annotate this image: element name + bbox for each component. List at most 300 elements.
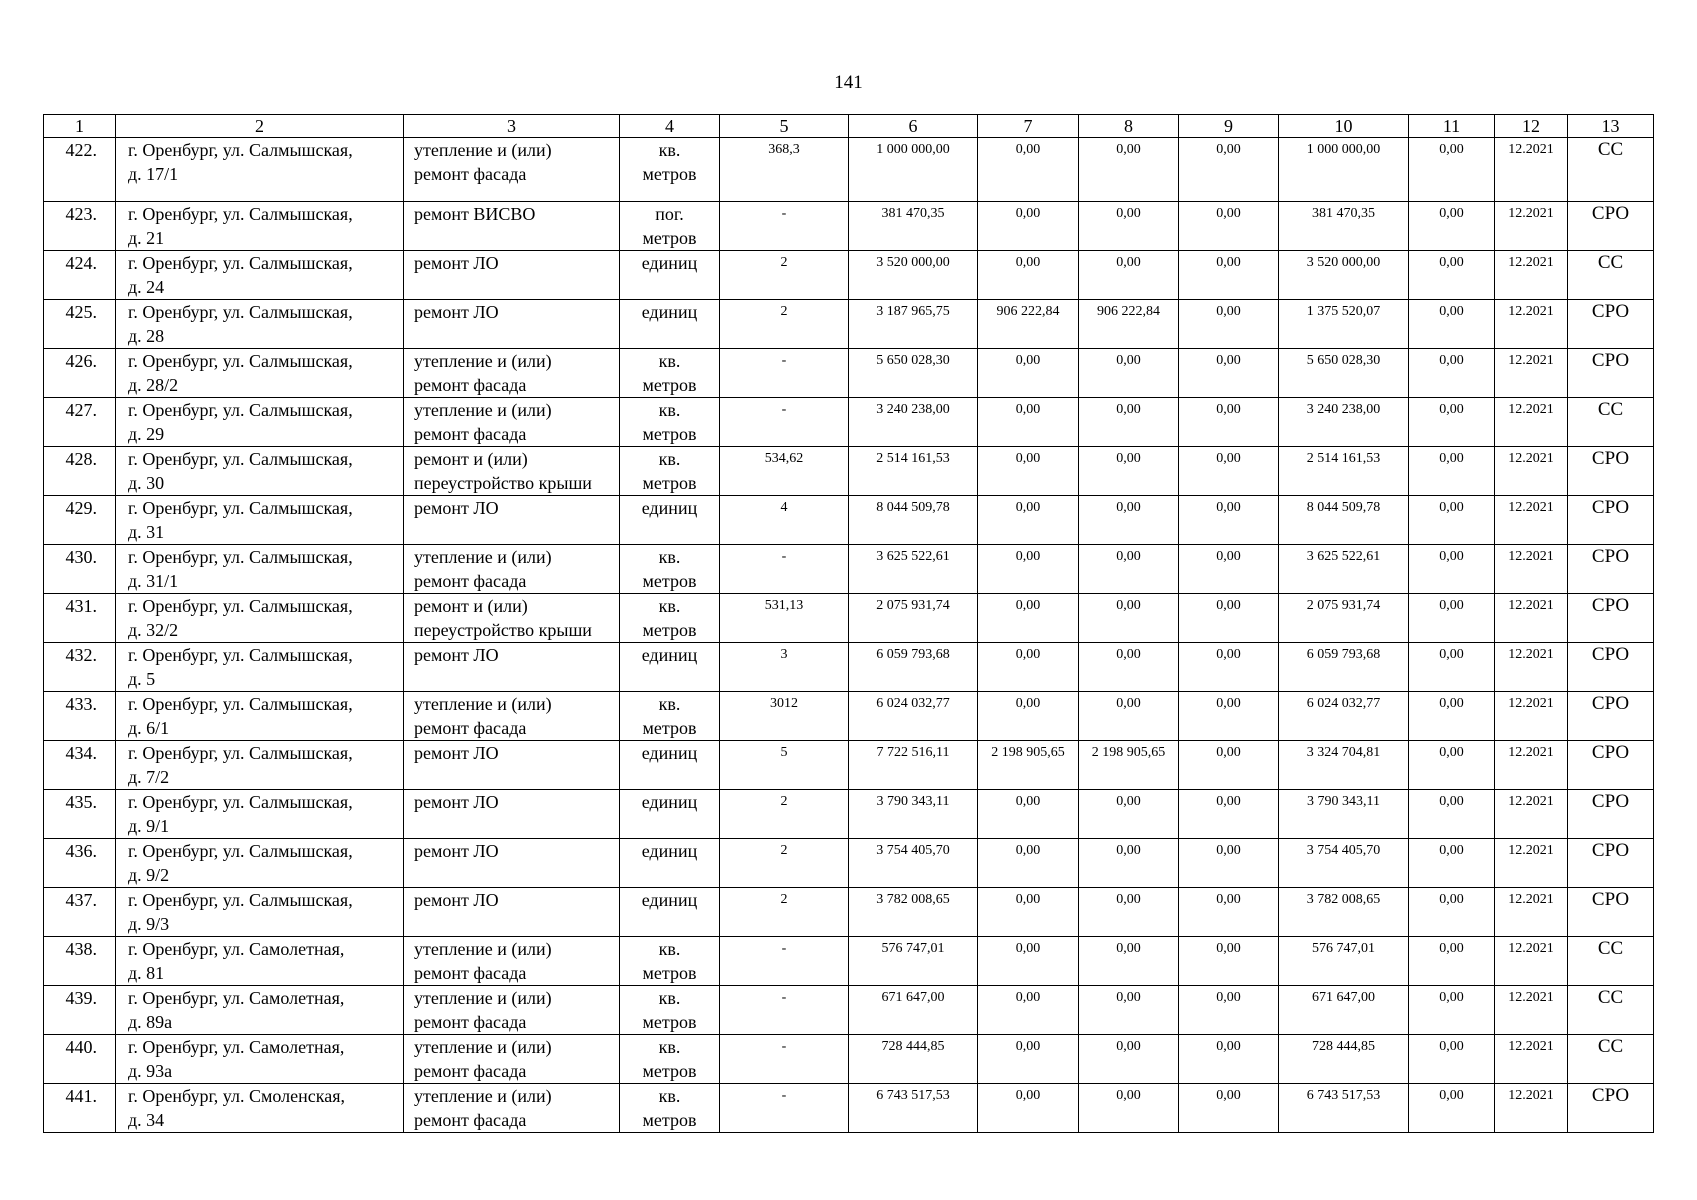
column-11-cell [1409,1084,1495,1133]
column-11-cell [1409,398,1495,447]
column-9-cell-text: 0,00 [1216,304,1241,319]
column-11-cell-text: 0,00 [1439,549,1464,564]
work-type-cell-text: ремонт ЛО [414,498,499,518]
column-9-cell [1179,1035,1279,1084]
column-9-cell-text: 0,00 [1216,745,1241,760]
column-7-cell [978,251,1079,300]
column-10-cell [1279,496,1409,545]
column-8-cell-text: 0,00 [1116,892,1141,907]
column-7-cell-text: 0,00 [1015,142,1041,157]
column-10-cell-text: 3 782 008,65 [1306,892,1381,907]
total-cost-cell-text: 7 722 516,11 [876,745,950,760]
column-10-cell-text: 3 520 000,00 [1306,255,1381,270]
column-8-cell [1079,300,1179,349]
address-cell-text: д. 17/1 [128,164,179,184]
unit-cell-text: кв. [658,988,681,1008]
column-10-cell [1279,594,1409,643]
quantity-cell [720,839,849,888]
date-cell-text: 12.2021 [1508,843,1554,858]
column-11-cell-text: 0,00 [1439,598,1464,613]
row-number-cell-text: 431. [65,596,97,616]
row-number-cell [44,202,116,251]
column-7-cell [978,1084,1079,1133]
unit-cell-text: метров [642,424,697,444]
unit-cell-text: кв. [658,351,681,371]
unit-cell-text: кв. [658,547,681,567]
date-cell-text: 12.2021 [1508,255,1554,270]
date-cell [1495,643,1568,692]
quantity-cell-text: - [781,990,787,1005]
column-7-cell [978,545,1079,594]
unit-cell-text: кв. [658,449,681,469]
row-number-cell-text: 423. [65,204,97,224]
table-row [44,1084,1654,1133]
quantity-cell-text: 5 [780,745,788,760]
row-number-cell-text: 429. [65,498,97,518]
unit-cell [620,138,720,202]
column-9-cell-text: 0,00 [1216,1039,1241,1054]
unit-cell-text: кв. [658,400,681,420]
quantity-cell-text: - [781,206,787,221]
column-11-cell [1409,447,1495,496]
column-11-cell-text: 0,00 [1439,255,1464,270]
column-8-cell-text: 0,00 [1116,696,1141,711]
address-cell-text: д. 21 [128,228,165,248]
column-header-5: 5 [720,115,849,138]
column-9-cell [1179,594,1279,643]
column-9-cell-text: 0,00 [1216,206,1241,221]
work-type-cell [404,202,620,251]
work-type-cell [404,300,620,349]
work-type-cell [404,888,620,937]
table-row [44,937,1654,986]
column-7-cell-text: 0,00 [1015,1088,1041,1103]
total-cost-cell [849,643,978,692]
row-number-cell [44,1084,116,1133]
table-row [44,986,1654,1035]
total-cost-cell-text: 3 625 522,61 [876,549,950,564]
address-cell-text: д. 31/1 [128,571,179,591]
date-cell [1495,1035,1568,1084]
work-type-cell-text: ремонт фасада [414,164,527,184]
method-code-cell-text: СС [1597,139,1624,160]
address-cell-text: д. 28 [128,326,165,346]
column-11-cell [1409,300,1495,349]
date-cell-text: 12.2021 [1508,745,1554,760]
unit-cell-text: кв. [658,694,681,714]
quantity-cell-text: 2 [780,255,788,270]
address-cell [116,643,404,692]
quantity-cell [720,692,849,741]
repair-plan-table [43,114,1654,1133]
total-cost-cell-text: 6 024 032,77 [876,696,950,711]
quantity-cell [720,447,849,496]
total-cost-cell-text: 3 782 008,65 [876,892,950,907]
method-code-cell-text: СРО [1591,448,1630,469]
method-code-cell-text: СРО [1591,595,1630,616]
column-10-cell-text: 2 514 161,53 [1306,451,1381,466]
column-10-cell [1279,300,1409,349]
column-8-cell-text: 0,00 [1116,255,1141,270]
quantity-cell-text: 2 [780,794,788,809]
date-cell-text: 12.2021 [1508,402,1554,417]
column-header-11: 11 [1409,115,1495,138]
method-code-cell-text: СРО [1591,644,1630,665]
table-row [44,692,1654,741]
quantity-cell-text: 4 [780,500,788,515]
quantity-cell-text: - [781,549,787,564]
row-number-cell [44,398,116,447]
work-type-cell-text: переустройство крыши [414,473,592,493]
column-9-cell-text: 0,00 [1216,843,1241,858]
date-cell [1495,839,1568,888]
work-type-cell [404,496,620,545]
table-row [44,790,1654,839]
column-9-cell [1179,251,1279,300]
column-9-cell [1179,447,1279,496]
column-10-cell [1279,790,1409,839]
column-10-cell [1279,398,1409,447]
quantity-cell [720,1084,849,1133]
column-7-cell-text: 0,00 [1015,598,1041,613]
date-cell [1495,138,1568,202]
column-header-13: 13 [1568,115,1654,138]
column-9-cell [1179,138,1279,202]
address-cell-text: д. 6/1 [128,718,170,738]
address-cell [116,202,404,251]
address-cell-text: д. 30 [128,473,165,493]
date-cell [1495,202,1568,251]
method-code-cell-text: СС [1597,938,1624,959]
address-cell [116,986,404,1035]
row-number-cell [44,1035,116,1084]
address-cell-text: г. Оренбург, ул. Салмышская, [128,841,353,861]
row-number-cell [44,300,116,349]
total-cost-cell-text: 3 240 238,00 [876,402,950,417]
row-number-cell-text: 434. [65,743,97,763]
address-cell [116,1084,404,1133]
quantity-cell-text: 3 [780,647,788,662]
total-cost-cell [849,937,978,986]
address-cell [116,937,404,986]
address-cell-text: г. Оренбург, ул. Салмышская, [128,204,353,224]
column-7-cell-text: 0,00 [1015,647,1041,662]
column-9-cell-text: 0,00 [1216,794,1241,809]
column-7-cell [978,300,1079,349]
row-number-cell-text: 433. [65,694,97,714]
table-row [44,1035,1654,1084]
unit-cell-text: единиц [641,253,698,273]
column-9-cell [1179,398,1279,447]
method-code-cell [1568,888,1654,937]
column-10-cell [1279,545,1409,594]
address-cell [116,300,404,349]
column-10-cell [1279,349,1409,398]
column-11-cell-text: 0,00 [1439,941,1464,956]
quantity-cell-text: - [781,353,787,368]
column-7-cell [978,349,1079,398]
column-11-cell [1409,741,1495,790]
column-8-cell [1079,496,1179,545]
unit-cell [620,741,720,790]
work-type-cell [404,839,620,888]
date-cell-text: 12.2021 [1508,1039,1554,1054]
date-cell-text: 12.2021 [1508,142,1554,157]
method-code-cell [1568,692,1654,741]
unit-cell-text: единиц [641,302,698,322]
column-9-cell-text: 0,00 [1216,353,1241,368]
total-cost-cell [849,790,978,839]
total-cost-cell [849,300,978,349]
column-11-cell [1409,986,1495,1035]
total-cost-cell [849,888,978,937]
column-9-cell [1179,937,1279,986]
work-type-cell-text: ремонт ЛО [414,841,499,861]
work-type-cell-text: ремонт фасада [414,424,527,444]
column-8-cell [1079,741,1179,790]
column-11-cell [1409,496,1495,545]
quantity-cell [720,937,849,986]
work-type-cell [404,643,620,692]
address-cell-text: д. 24 [128,277,165,297]
table-row [44,839,1654,888]
unit-cell [620,888,720,937]
address-cell [116,1035,404,1084]
column-9-cell-text: 0,00 [1216,451,1241,466]
column-header-4: 4 [620,115,720,138]
date-cell [1495,790,1568,839]
column-8-cell-text: 0,00 [1116,1039,1141,1054]
address-cell-text: д. 7/2 [128,767,170,787]
quantity-cell-text: 534,62 [764,451,804,466]
column-9-cell [1179,300,1279,349]
work-type-cell-text: утепление и (или) [414,1037,552,1057]
column-8-cell-text: 0,00 [1116,451,1141,466]
work-type-cell [404,937,620,986]
column-7-cell-text: 0,00 [1015,696,1041,711]
column-8-cell [1079,790,1179,839]
date-cell-text: 12.2021 [1508,892,1554,907]
table-row [44,545,1654,594]
address-cell-text: д. 5 [128,669,156,689]
column-11-cell-text: 0,00 [1439,206,1464,221]
total-cost-cell [849,839,978,888]
column-11-cell-text: 0,00 [1439,990,1464,1005]
method-code-cell [1568,594,1654,643]
column-8-cell-text: 906 222,84 [1097,304,1160,319]
unit-cell [620,839,720,888]
quantity-cell [720,741,849,790]
column-8-cell-text: 0,00 [1116,1088,1141,1103]
row-number-cell-text: 426. [65,351,97,371]
total-cost-cell [849,594,978,643]
work-type-cell-text: ремонт ЛО [414,792,499,812]
column-9-cell [1179,202,1279,251]
column-10-cell-text: 2 075 931,74 [1306,598,1381,613]
total-cost-cell [849,349,978,398]
column-8-cell-text: 0,00 [1116,647,1141,662]
address-cell-text: д. 9/2 [128,865,170,885]
column-10-cell [1279,202,1409,251]
page-number: 141 [834,72,863,93]
method-code-cell [1568,202,1654,251]
address-cell-text: д. 34 [128,1110,165,1130]
total-cost-cell-text: 2 075 931,74 [876,598,950,613]
column-10-cell [1279,888,1409,937]
quantity-cell [720,888,849,937]
column-10-cell-text: 671 647,00 [1312,990,1375,1005]
address-cell-text: г. Оренбург, ул. Салмышская, [128,140,353,160]
method-code-cell [1568,138,1654,202]
unit-cell-text: единиц [641,792,698,812]
column-7-cell-text: 0,00 [1015,206,1041,221]
column-7-cell-text: 0,00 [1015,255,1041,270]
row-number-cell [44,986,116,1035]
total-cost-cell-text: 5 650 028,30 [876,353,950,368]
column-11-cell [1409,790,1495,839]
method-code-cell-text: СС [1597,987,1624,1008]
work-type-cell-text: ремонт ВИСВО [414,204,536,224]
column-10-cell-text: 3 625 522,61 [1306,549,1381,564]
column-header-9: 9 [1179,115,1279,138]
column-8-cell [1079,643,1179,692]
column-10-cell-text: 1 375 520,07 [1306,304,1381,319]
table-row [44,251,1654,300]
address-cell-text: д. 28/2 [128,375,179,395]
column-9-cell [1179,545,1279,594]
column-10-cell [1279,1084,1409,1133]
column-8-cell [1079,839,1179,888]
address-cell-text: д. 9/1 [128,816,170,836]
work-type-cell [404,692,620,741]
unit-cell [620,447,720,496]
total-cost-cell-text: 2 514 161,53 [876,451,950,466]
column-9-cell-text: 0,00 [1216,402,1241,417]
unit-cell-text: метров [642,620,697,640]
column-7-cell [978,202,1079,251]
row-number-cell-text: 440. [65,1037,97,1057]
total-cost-cell [849,447,978,496]
column-10-cell [1279,986,1409,1035]
address-cell-text: г. Оренбург, ул. Салмышская, [128,694,353,714]
column-10-cell-text: 728 444,85 [1312,1039,1375,1054]
column-7-cell-text: 0,00 [1015,402,1041,417]
row-number-cell-text: 425. [65,302,97,322]
total-cost-cell-text: 6 743 517,53 [876,1088,950,1103]
quantity-cell [720,251,849,300]
quantity-cell-text: - [781,1088,787,1103]
total-cost-cell-text: 728 444,85 [881,1039,945,1054]
address-cell [116,447,404,496]
column-10-cell [1279,643,1409,692]
quantity-cell-text: - [781,1039,787,1054]
total-cost-cell-text: 3 754 405,70 [876,843,950,858]
table-row [44,398,1654,447]
total-cost-cell [849,1084,978,1133]
unit-cell [620,545,720,594]
work-type-cell [404,447,620,496]
column-10-cell-text: 576 747,01 [1312,941,1375,956]
column-9-cell-text: 0,00 [1216,549,1241,564]
total-cost-cell [849,692,978,741]
work-type-cell-text: ремонт ЛО [414,743,499,763]
column-7-cell-text: 906 222,84 [996,304,1060,319]
column-header-7: 7 [978,115,1079,138]
column-11-cell [1409,937,1495,986]
row-number-cell [44,790,116,839]
row-number-cell [44,692,116,741]
unit-cell [620,692,720,741]
address-cell-text: г. Оренбург, ул. Самолетная, [128,1037,345,1057]
column-10-cell [1279,1035,1409,1084]
work-type-cell-text: ремонт ЛО [414,253,499,273]
unit-cell-text: пог. [655,204,684,224]
date-cell [1495,937,1568,986]
address-cell-text: г. Оренбург, ул. Салмышская, [128,498,353,518]
column-7-cell [978,888,1079,937]
column-9-cell-text: 0,00 [1216,696,1241,711]
address-cell-text: г. Оренбург, ул. Салмышская, [128,890,353,910]
row-number-cell-text: 436. [65,841,97,861]
work-type-cell-text: ремонт фасада [414,1061,527,1081]
column-8-cell-text: 0,00 [1116,941,1141,956]
address-cell [116,545,404,594]
work-type-cell [404,138,620,202]
date-cell-text: 12.2021 [1508,696,1554,711]
method-code-cell-text: СРО [1591,546,1630,567]
date-cell [1495,398,1568,447]
row-number-cell-text: 430. [65,547,97,567]
method-code-cell-text: СРО [1591,350,1630,371]
address-cell-text: д. 31 [128,522,165,542]
column-9-cell-text: 0,00 [1216,647,1241,662]
work-type-cell [404,1035,620,1084]
column-11-cell-text: 0,00 [1439,745,1464,760]
column-8-cell-text: 0,00 [1116,500,1141,515]
address-cell [116,398,404,447]
work-type-cell-text: ремонт фасада [414,718,527,738]
column-10-cell-text: 6 059 793,68 [1306,647,1381,662]
method-code-cell-text: СРО [1591,301,1630,322]
method-code-cell-text: СС [1597,252,1624,273]
column-8-cell-text: 0,00 [1116,206,1141,221]
column-8-cell [1079,349,1179,398]
work-type-cell [404,741,620,790]
quantity-cell-text: 2 [780,304,788,319]
column-9-cell [1179,643,1279,692]
unit-cell [620,986,720,1035]
column-7-cell-text: 0,00 [1015,1039,1041,1054]
date-cell [1495,447,1568,496]
column-11-cell [1409,839,1495,888]
column-11-cell [1409,594,1495,643]
unit-cell-text: метров [642,375,697,395]
table-row [44,888,1654,937]
work-type-cell-text: ремонт и (или) [414,596,528,616]
method-code-cell [1568,398,1654,447]
method-code-cell-text: СРО [1591,693,1630,714]
date-cell [1495,986,1568,1035]
column-7-cell-text: 0,00 [1015,990,1041,1005]
unit-cell-text: единиц [641,645,698,665]
work-type-cell [404,594,620,643]
column-9-cell [1179,986,1279,1035]
quantity-cell [720,496,849,545]
date-cell [1495,1084,1568,1133]
unit-cell [620,349,720,398]
unit-cell-text: метров [642,1110,697,1130]
total-cost-cell [849,741,978,790]
